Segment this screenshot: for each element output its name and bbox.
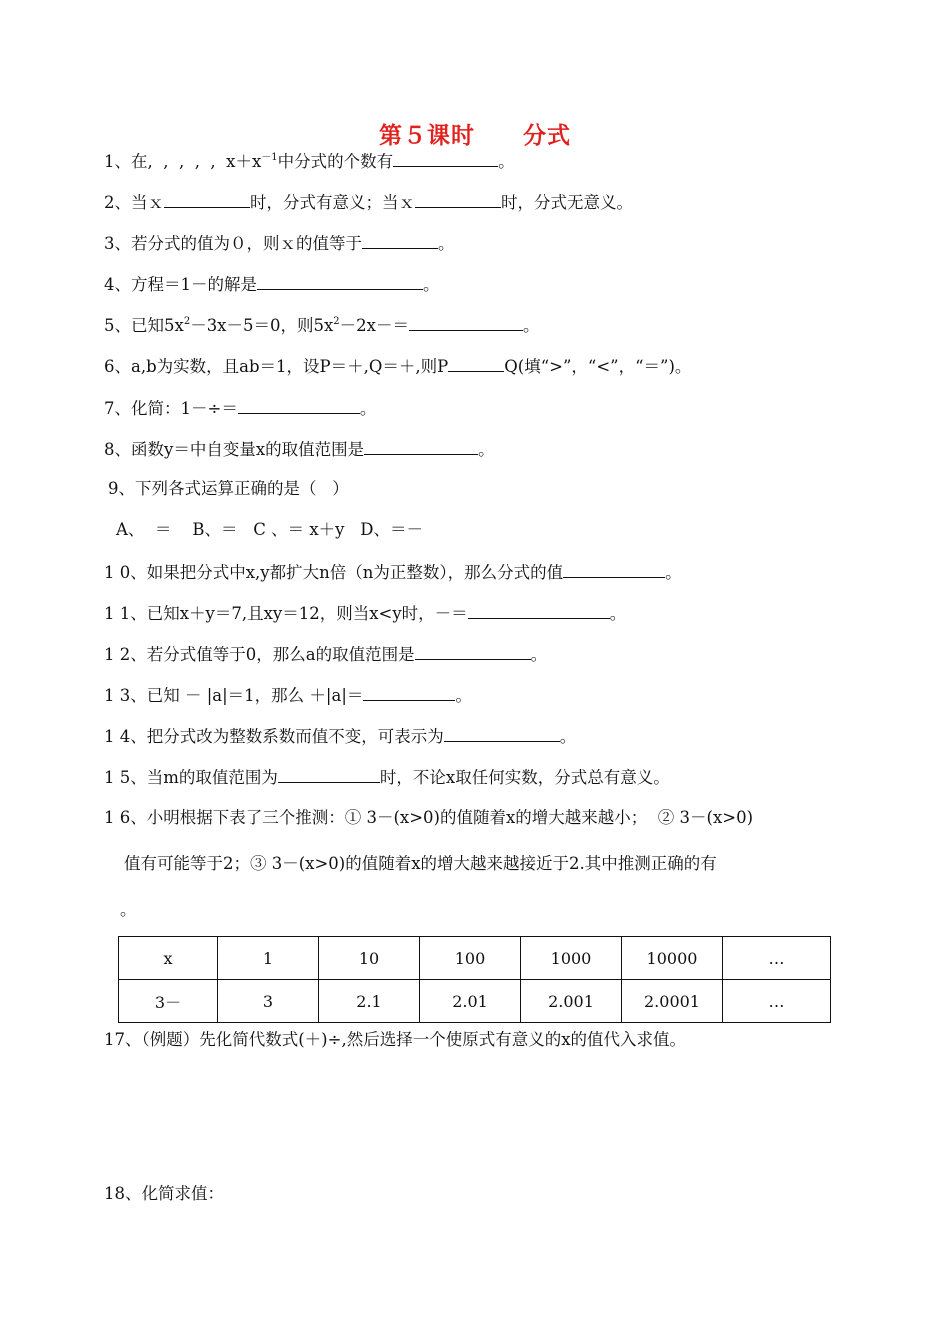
q1-sup: －1: [261, 152, 278, 163]
q12-end: 。: [530, 645, 548, 664]
question-7: [104, 397, 376, 420]
q11-text: 1 1、已知x＋y＝7,且xy＝12，则当x<y时，－＝: [104, 604, 468, 623]
q13-end: 。: [455, 686, 472, 705]
q15-text-a: 1 5、当m的取值范围为: [104, 768, 278, 787]
q2-text-c: 时，分式无意义。: [501, 193, 633, 212]
q16-text-3: 。: [120, 900, 137, 919]
question-8: [104, 438, 495, 461]
table-cell: 2.1: [319, 980, 420, 1023]
q3-text: 3、若分式的值为０，则ｘ的值等于: [104, 234, 362, 253]
q6-answer-blank[interactable]: [448, 355, 504, 372]
question-11: [104, 602, 626, 625]
q14-end: 。: [559, 727, 577, 746]
table-cell: 1000: [521, 937, 622, 980]
q5-text-c: －2x－＝: [339, 316, 409, 335]
question-16-line-2: [124, 853, 717, 875]
q1-end: 。: [498, 152, 515, 171]
q9-options-text: A、 ＝ B、＝ C 、＝ x＋y D、＝－: [116, 520, 423, 539]
table-cell: 2.001: [521, 980, 622, 1023]
q5-answer-blank[interactable]: [409, 314, 523, 331]
q5-sup-2: 2: [333, 316, 340, 327]
table-cell: x: [119, 937, 218, 980]
q16-text-1: 1 6、小明根据下表了三个推测：① 3－(x>0)的值随着x的增大越来越小； ② 3－(x>0): [104, 808, 754, 827]
q1-text: 1、在, , , , , x＋x: [104, 152, 262, 171]
q14-answer-blank[interactable]: [444, 725, 560, 742]
q13-text: 1 3、已知 － |a|＝1，那么 ＋|a|＝: [104, 686, 364, 705]
q5-text-a: 5、已知5x: [104, 316, 184, 335]
q1-tail: 中分式的个数有: [277, 152, 394, 171]
q17-text: 17、（例题）先化简代数式(＋)÷,然后选择一个使原式有意义的x的值代入求值。: [104, 1030, 686, 1049]
question-16-line-1: [104, 807, 753, 829]
q9-text: 9、下列各式运算正确的是（ ）: [108, 479, 349, 498]
table-cell: 2.01: [420, 980, 521, 1023]
question-6: [104, 355, 691, 378]
q7-text: 7、化简：1－÷＝: [104, 399, 238, 418]
q8-answer-blank[interactable]: [364, 438, 478, 455]
table-cell: 3: [218, 980, 319, 1023]
question-9-options: [116, 519, 423, 541]
q13-answer-blank[interactable]: [363, 684, 455, 701]
q15-text-b: 时，不论x取任何实数，分式总有意义。: [379, 768, 670, 787]
question-3: [104, 232, 455, 255]
table-row: [119, 937, 831, 980]
q18-text: 18、化简求值：: [104, 1184, 224, 1203]
table-row: [119, 980, 831, 1023]
q1-answer-blank[interactable]: [393, 150, 498, 167]
table-cell: 10: [319, 937, 420, 980]
q8-text: 8、函数y＝中自变量x的取值范围是: [104, 440, 365, 459]
table-cell: …: [723, 937, 831, 980]
question-18: [104, 1183, 224, 1205]
table-cell: 2.0001: [622, 980, 723, 1023]
q14-text: 1 4、把分式改为整数系数而值不变，可表示为: [104, 727, 444, 746]
q8-end: 。: [478, 440, 495, 459]
q2-text-a: 2、当ｘ: [104, 193, 164, 212]
q6-text-a: 6、a,b为实数，且ab＝1，设P＝＋,Q＝＋,则P: [104, 357, 449, 376]
q12-text: 1 2、若分式值等于0，那么a的取值范围是: [104, 645, 415, 664]
q5-text-b: －3x－5＝0，则5x: [190, 316, 334, 335]
q4-answer-blank[interactable]: [257, 273, 423, 290]
table-cell: 10000: [622, 937, 723, 980]
q7-answer-blank[interactable]: [238, 397, 360, 414]
table-cell: …: [723, 980, 831, 1023]
q4-end: 。: [423, 275, 440, 294]
lesson-label: 第５课时: [379, 123, 475, 149]
question-4: [104, 273, 440, 296]
question-14: [104, 725, 576, 748]
q5-sup-1: 2: [183, 316, 191, 327]
q11-answer-blank[interactable]: [468, 602, 610, 619]
values-table: [118, 936, 831, 1023]
topic-label: 分式: [523, 123, 571, 149]
question-9: [108, 478, 349, 500]
question-17: [104, 1029, 686, 1051]
table-cell: 1: [218, 937, 319, 980]
q16-text-2: 值有可能等于2；③ 3－(x>0)的值随着x的增大越来越接近于2.其中推测正确的有: [124, 854, 717, 873]
table-cell: 3－: [119, 980, 218, 1023]
q10-text: 1 0、如果把分式中x,y都扩大n倍（n为正整数），那么分式的值: [104, 563, 564, 582]
q2-answer-blank-1[interactable]: [164, 191, 250, 208]
q7-end: 。: [359, 399, 377, 418]
q2-text-b: 时，分式有意义；当ｘ: [250, 193, 415, 212]
question-2: [104, 191, 633, 214]
q10-answer-blank[interactable]: [563, 561, 665, 578]
q3-answer-blank[interactable]: [362, 232, 438, 249]
question-5: [104, 314, 539, 337]
question-10: [104, 561, 682, 584]
question-1: [104, 150, 515, 173]
q4-text: 4、方程＝1－的解是: [104, 275, 257, 294]
question-16-line-3: [120, 899, 137, 921]
question-15: [104, 766, 670, 789]
q15-answer-blank[interactable]: [278, 766, 380, 783]
q5-end: 。: [522, 316, 540, 335]
page-title: [0, 117, 950, 150]
q6-text-b: Q(填“>”，“<”，“＝”)。: [504, 357, 692, 376]
q10-end: 。: [665, 563, 682, 582]
q2-answer-blank-2[interactable]: [415, 191, 501, 208]
question-12: [104, 643, 547, 666]
table-cell: 100: [420, 937, 521, 980]
q11-end: 。: [609, 604, 627, 623]
q3-end: 。: [438, 234, 455, 253]
question-13: [104, 684, 472, 707]
q12-answer-blank[interactable]: [415, 643, 531, 660]
